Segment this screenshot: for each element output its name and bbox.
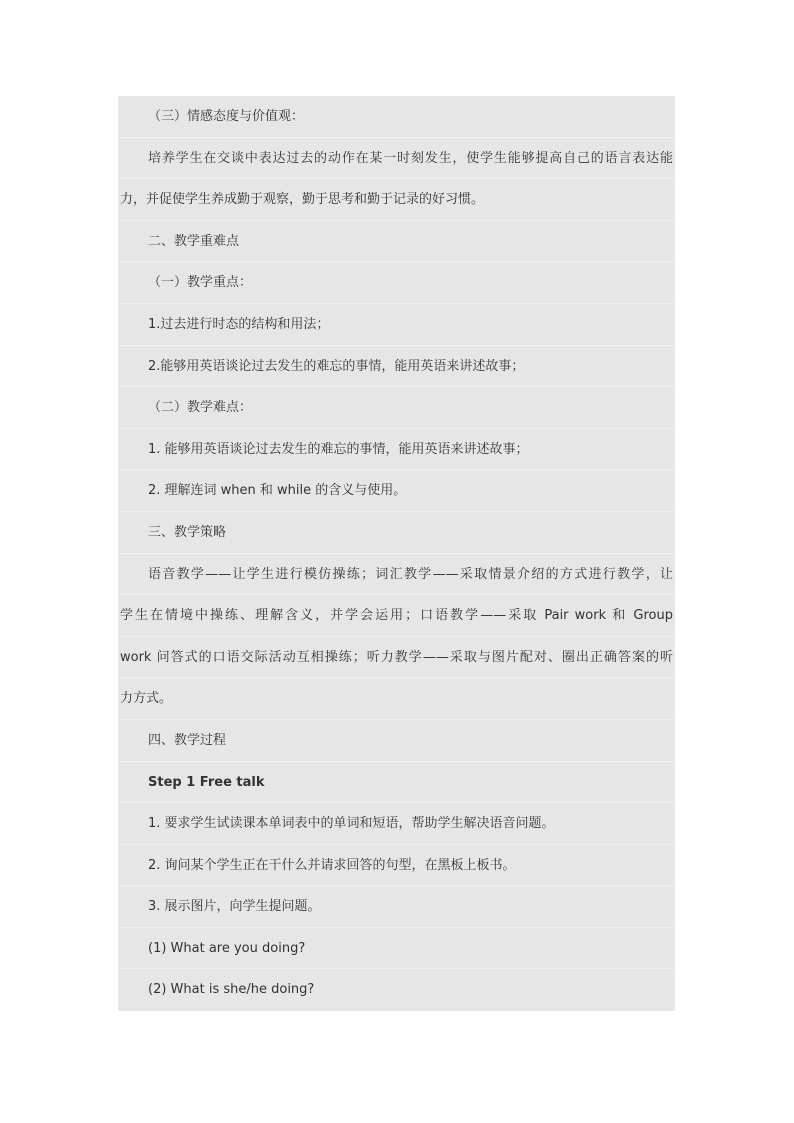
difficulties-heading: （二）教学难点：	[118, 387, 675, 429]
question-1: (1) What are you doing?	[118, 928, 675, 970]
step-1-item-1: 1. 要求学生试读课本单词表中的单词和短语，帮助学生解决语音问题。	[118, 803, 675, 845]
difficulty-2: 2. 理解连词 when 和 while 的含义与使用。	[118, 470, 675, 512]
step-1-heading: Step 1 Free talk	[118, 762, 675, 804]
section-4-heading: 四、教学过程	[118, 720, 675, 762]
step-1-item-3: 3. 展示图片，向学生提问题。	[118, 886, 675, 928]
question-2: (2) What is she/he doing?	[148, 982, 315, 998]
strategy-paragraph-line-3: work 问答式的口语交际活动互相操练；听力教学——采取与图片配对、圈出正确答案的听	[118, 637, 675, 679]
key-point-1: 1.过去进行时态的结构和用法；	[118, 304, 675, 346]
key-point-2: 2.能够用英语谈论过去发生的难忘的事情，能用英语来讲述故事；	[118, 346, 675, 388]
key-points-heading: （一）教学重点：	[118, 262, 675, 304]
section-2-heading: 二、教学重难点	[118, 221, 675, 263]
attitude-paragraph-line-2: 力，并促使学生养成勤于观察，勤于思考和勤于记录的好习惯。	[118, 179, 675, 221]
attitude-paragraph-line-1: 培养学生在交谈中表达过去的动作在某一时刻发生，使学生能够提高自己的语言表达能	[118, 138, 675, 180]
document-body	[118, 96, 675, 1011]
step-1-item-2: 2. 询问某个学生正在干什么并请求回答的句型，在黑板上板书。	[118, 845, 675, 887]
strategy-paragraph-line-1: 语音教学——让学生进行模仿操练；词汇教学——采取情景介绍的方式进行教学，让	[118, 554, 675, 596]
section-3-heading: 三、教学策略	[118, 512, 675, 554]
strategy-paragraph-line-2: 学生在情境中操练、理解含义，并学会运用；口语教学——采取 Pair work 和 Group	[118, 595, 675, 637]
attitude-heading: （三）情感态度与价值观：	[118, 96, 675, 138]
difficulty-1: 1. 能够用英语谈论过去发生的难忘的事情，能用英语来讲述故事；	[118, 429, 675, 471]
strategy-paragraph-line-4: 力方式。	[118, 678, 675, 720]
